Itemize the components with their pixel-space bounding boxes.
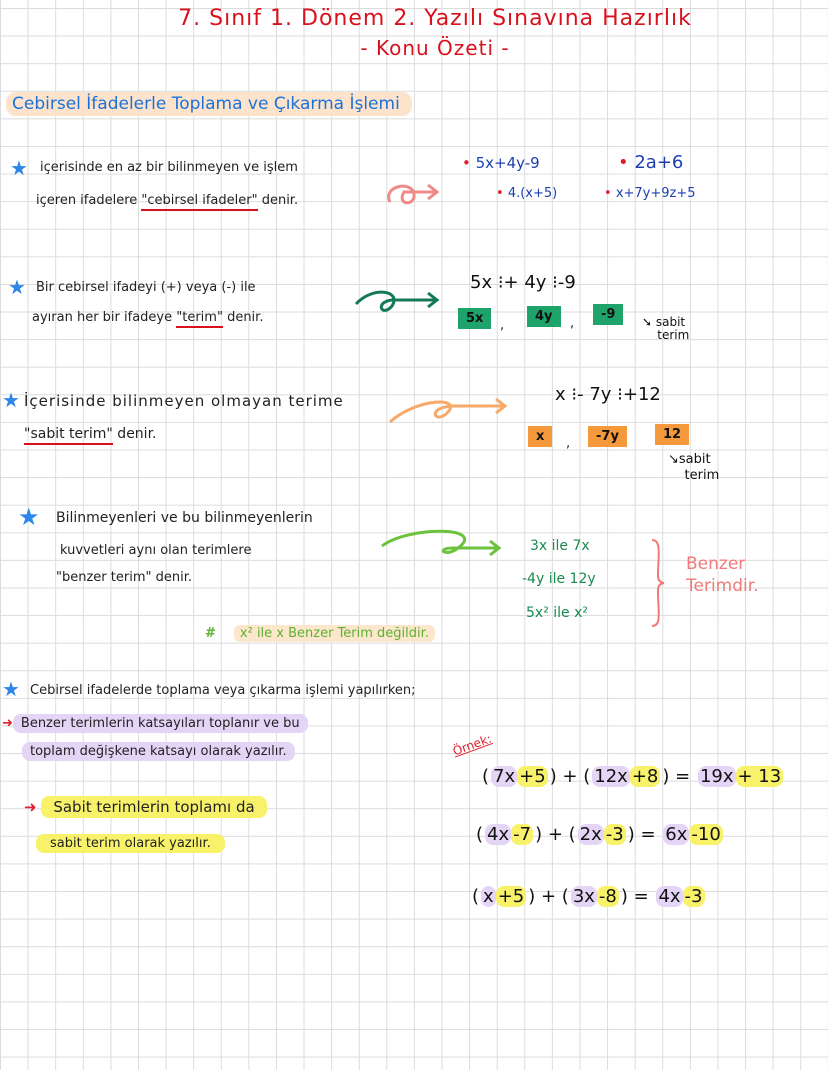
s1-line2-post: denir. — [257, 193, 299, 208]
term-box: 4y — [527, 306, 561, 327]
equation-part: ( — [472, 886, 480, 907]
s5-intro: Cebirsel ifadelerde toplama veya çıkarma işlemi yapılırken; — [30, 683, 416, 698]
constant-term-label: ↘sabit terim — [668, 452, 720, 483]
equation-3 — [470, 886, 705, 907]
equation-part: ) + ( — [535, 824, 576, 845]
term-expression: x ⁝- 7y ⁝+12 — [555, 384, 661, 405]
page-subtitle: - Konu Özeti - — [360, 36, 510, 60]
s3-line1: İçerisinde bilinmeyen olmayan terime — [24, 392, 344, 410]
hash-icon: # — [205, 626, 216, 641]
equation-part: 19x — [699, 766, 734, 787]
example-expression: • 4.(x+5) — [496, 186, 558, 201]
s4-line1: Bilinmeyenleri ve bu bilinmeyenlerin — [56, 510, 313, 526]
equation-part: ) = — [627, 824, 662, 845]
s2-line2-pre: ayıran her bir ifadeye — [32, 310, 177, 325]
term-box: x — [528, 426, 552, 447]
equation-part: ) = — [620, 886, 655, 907]
equation-part: +8 — [631, 766, 659, 787]
arrow-icon — [378, 526, 506, 566]
term-box: 5x — [458, 308, 491, 329]
equation-part: -7 — [513, 824, 532, 845]
arrow-icon — [352, 282, 444, 322]
s2-line2-post: denir. — [222, 310, 264, 325]
s1-line2-pre: içeren ifadelere — [36, 193, 142, 208]
s4-line3: "benzer terim" denir. — [56, 570, 192, 585]
arrow-right-icon: ➜ — [24, 798, 42, 816]
s3-line2 — [24, 426, 157, 442]
equation-part: ) + ( — [528, 886, 569, 907]
star-icon: ★ — [2, 388, 20, 412]
example-expression: • x+7y+9z+5 — [604, 186, 696, 201]
term-box: 12 — [655, 424, 689, 445]
equation-part: +5 — [519, 766, 546, 787]
equation-1 — [480, 766, 783, 787]
equation-part: ( — [482, 766, 490, 787]
similar-term-pair: 3x ile 7x — [530, 538, 590, 554]
rule-1-line2: toplam değişkene katsayı olarak yazılır. — [22, 742, 295, 761]
equation-part: ) = — [662, 766, 696, 787]
similar-term-pair: -4y ile 12y — [522, 571, 596, 587]
s1-line1: içerisinde en az bir bilinmeyen ve işlem — [40, 160, 298, 175]
term-sabit-terim: "sabit terim" — [24, 426, 113, 445]
term-expression: 5x ⁝+ 4y ⁝-9 — [470, 272, 576, 293]
constant-term-label: ➘ sabit terim — [642, 315, 690, 342]
equation-2 — [474, 824, 723, 845]
equation-part: ) + ( — [549, 766, 591, 787]
s4-line2: kuvvetleri aynı olan terimlere — [60, 543, 252, 558]
equation-part: 7x — [493, 766, 516, 787]
comma: , — [500, 318, 505, 333]
equation-part: 12x — [594, 766, 628, 787]
star-icon: ★ — [18, 503, 40, 531]
equation-part: 4x — [487, 824, 510, 845]
brace-icon — [648, 536, 668, 630]
s2-line2 — [32, 310, 263, 325]
star-icon: ★ — [10, 156, 28, 180]
rule-2-line1 — [24, 798, 267, 816]
term-terim: "terim" — [176, 310, 223, 328]
arrow-icon — [382, 176, 446, 210]
page-title: 7. Sınıf 1. Dönem 2. Yazılı Sınavına Hazırlık — [178, 6, 692, 31]
equation-part: x — [483, 886, 494, 907]
rule-2-line2: sabit terim olarak yazılır. — [36, 834, 225, 853]
term-cebirsel-ifadeler: "cebirsel ifadeler" — [141, 193, 257, 211]
rule-1-text: Benzer terimlerin katsayıları toplanır ve bu — [13, 714, 308, 733]
equation-part: + 13 — [737, 766, 782, 787]
equation-part: -8 — [598, 886, 617, 907]
similar-terms-result: Benzer Terimdir. — [686, 554, 759, 596]
rule-2-text: Sabit terimlerin toplamı da — [41, 796, 266, 818]
star-icon: ★ — [8, 275, 26, 299]
equation-part: 6x — [665, 824, 688, 845]
s3-line2-post: denir. — [112, 426, 157, 442]
term-box: -9 — [593, 304, 623, 325]
term-box: -7y — [588, 426, 627, 447]
s2-line1: Bir cebirsel ifadeyi (+) veya (-) ile — [36, 280, 256, 295]
equation-part: 2x — [579, 824, 602, 845]
example-expression: • 5x+4y-9 — [462, 154, 540, 172]
similar-term-pair: 5x² ile x² — [526, 605, 588, 621]
equation-part: -3 — [684, 886, 703, 907]
note-not-similar — [205, 626, 435, 641]
rule-1-line1 — [2, 716, 308, 731]
equation-part: -3 — [605, 824, 624, 845]
equation-part: +5 — [497, 886, 525, 907]
arrow-icon — [386, 392, 514, 428]
equation-part: 4x — [658, 886, 681, 907]
arrow-right-icon: ➜ — [2, 716, 13, 731]
comma: , — [566, 436, 571, 451]
equation-part: -10 — [691, 824, 721, 845]
note-text: x² ile x Benzer Terim değildir. — [234, 625, 435, 642]
star-icon: ★ — [2, 677, 20, 701]
s1-line2 — [36, 193, 298, 208]
equation-part: 3x — [572, 886, 595, 907]
section-heading: Cebirsel İfadelerle Toplama ve Çıkarma İşlemi — [6, 92, 412, 116]
example-label: Örnek: — [450, 731, 494, 759]
example-expression: • 2a+6 — [618, 152, 684, 173]
equation-part: ( — [476, 824, 484, 845]
comma: , — [570, 316, 575, 331]
